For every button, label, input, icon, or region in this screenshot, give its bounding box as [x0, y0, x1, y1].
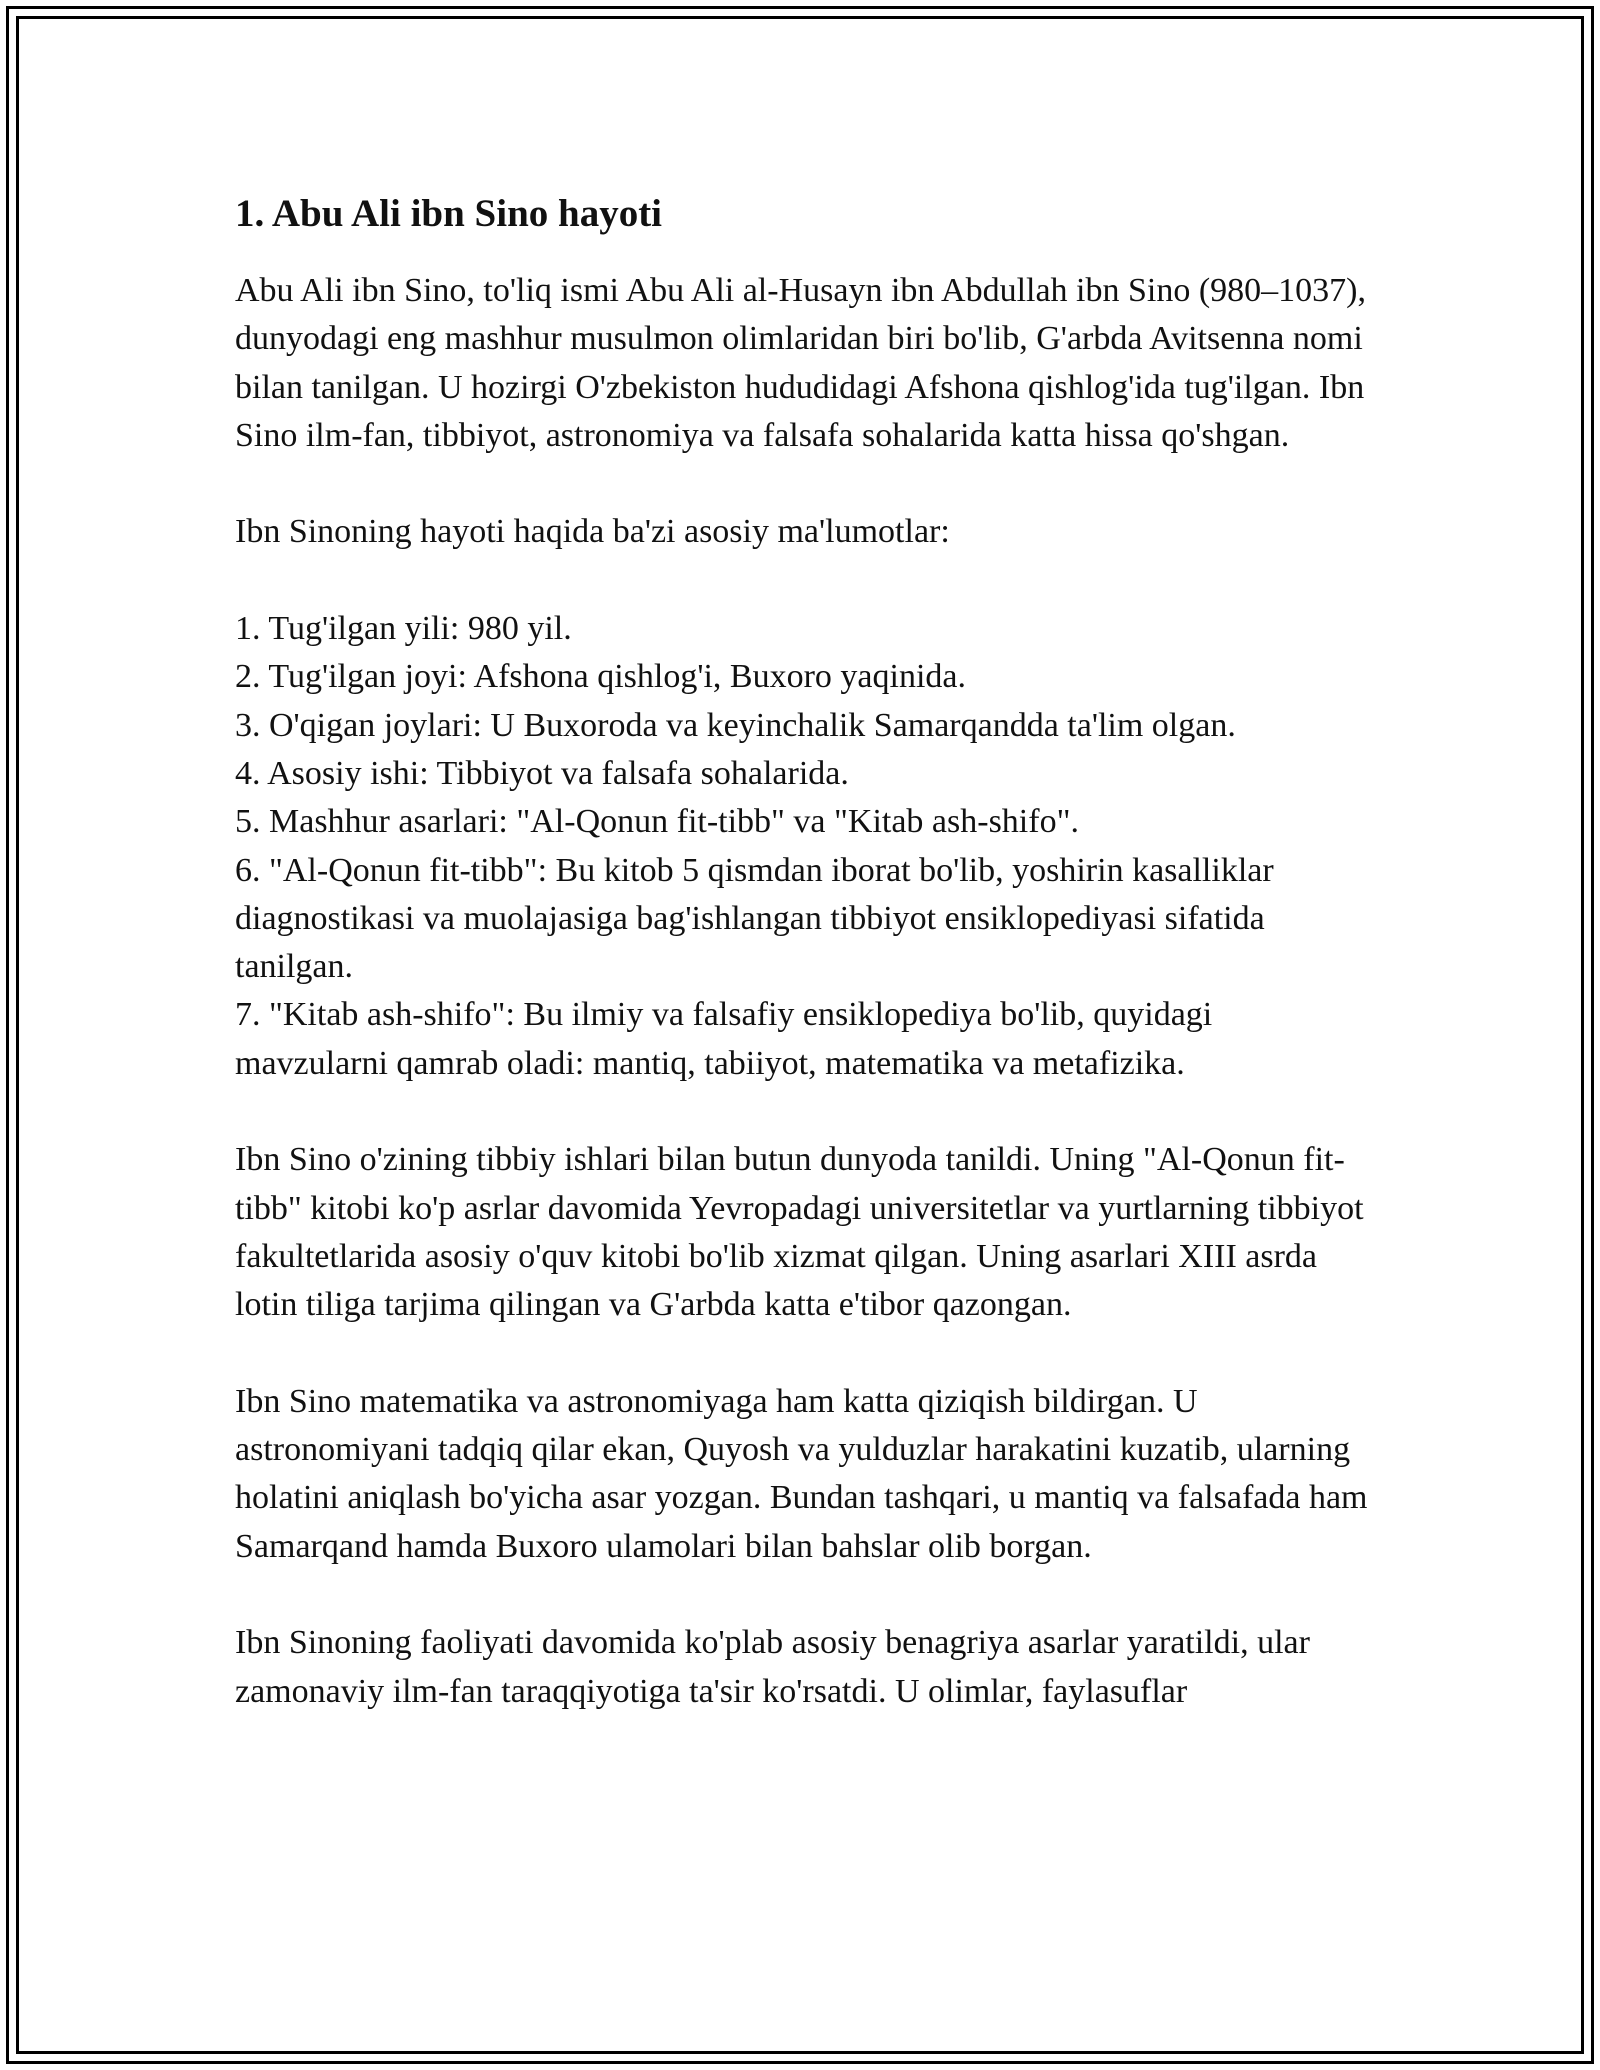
- list-item: 5. Mashhur asarlari: "Al-Qonun fit-tibb" va "Kitab ash-shifo".: [235, 803, 1079, 841]
- document-body: [235, 185, 1370, 1716]
- section-heading: 1. Abu Ali ibn Sino hayoti: [235, 192, 663, 235]
- list-item: 6. "Al-Qonun fit-tibb": Bu kitob 5 qismdan iborat bo'lib, yoshirin kasalliklar diagnostikasi va muolajasiga bag'ishlangan tibbiyot ensiklopediyasi sifatida tanilgan.: [235, 851, 1274, 986]
- medicine-paragraph: Ibn Sino o'zining tibbiy ishlari bilan butun dunyoda tanildi. Uning "Al-Qonun fit-tibb" kitobi ko'p asrlar davomida Yevropadagi universitetlar va yurtlarning tibbiyot fakultetlarida asosiy o'quv kitobi bo'lib xizmat qilgan. Uning asarlari XIII asrda lotin tiliga tarjima qilingan va G'arbda katta e'tibor qazongan.: [235, 1141, 1364, 1324]
- list-item: 2. Tug'ilgan joyi: Afshona qishlog'i, Buxoro yaqinida.: [235, 658, 966, 696]
- astronomy-paragraph: Ibn Sino matematika va astronomiyaga ham katta qiziqish bildirgan. U astronomiyani tadqiq qilar ekan, Quyosh va yulduzlar harakatini kuzatib, ularning holatini aniqlash bo'yicha asar yozgan. Bundan tashqari, u mantiq va falsafada ham Samarqand hamda Buxoro ulamolari bilan bahslar olib borgan.: [235, 1382, 1368, 1565]
- facts-list: [235, 605, 1370, 1088]
- list-item: 7. "Kitab ash-shifo": Bu ilmiy va falsafiy ensiklopediya bo'lib, quyidagi mavzularni qamrab oladi: mantiq, tabiiyot, matematika va metafizika.: [235, 996, 1213, 1082]
- list-item: 1. Tug'ilgan yili: 980 yil.: [235, 610, 572, 648]
- list-item: 4. Asosiy ishi: Tibbiyot va falsafa sohalarida.: [235, 754, 849, 792]
- list-intro-paragraph: Ibn Sinoning hayoti haqida ba'zi asosiy ma'lumotlar:: [235, 513, 950, 551]
- list-item: 3. O'qigan joylari: U Buxoroda va keyinchalik Samarqandda ta'lim olgan.: [235, 706, 1236, 744]
- intro-paragraph: Abu Ali ibn Sino, to'liq ismi Abu Ali al-Husayn ibn Abdullah ibn Sino (980–1037), dunyodagi eng mashhur musulmon olimlaridan biri bo'lib, G'arbda Avitsenna nomi bilan tanilgan. U hozirgi O'zbekiston hududidagi Afshona qishlog'ida tug'ilgan. Ibn Sino ilm-fan, tibbiyot, astronomiya va falsafa sohalarida katta hissa qo'shgan.: [235, 272, 1366, 454]
- legacy-paragraph: Ibn Sinoning faoliyati davomida ko'plab asosiy benagriya asarlar yaratildi, ular zamonaviy ilm-fan taraqqiyotiga ta'sir ko'rsatdi. U olimlar, faylasuflar: [235, 1624, 1310, 1710]
